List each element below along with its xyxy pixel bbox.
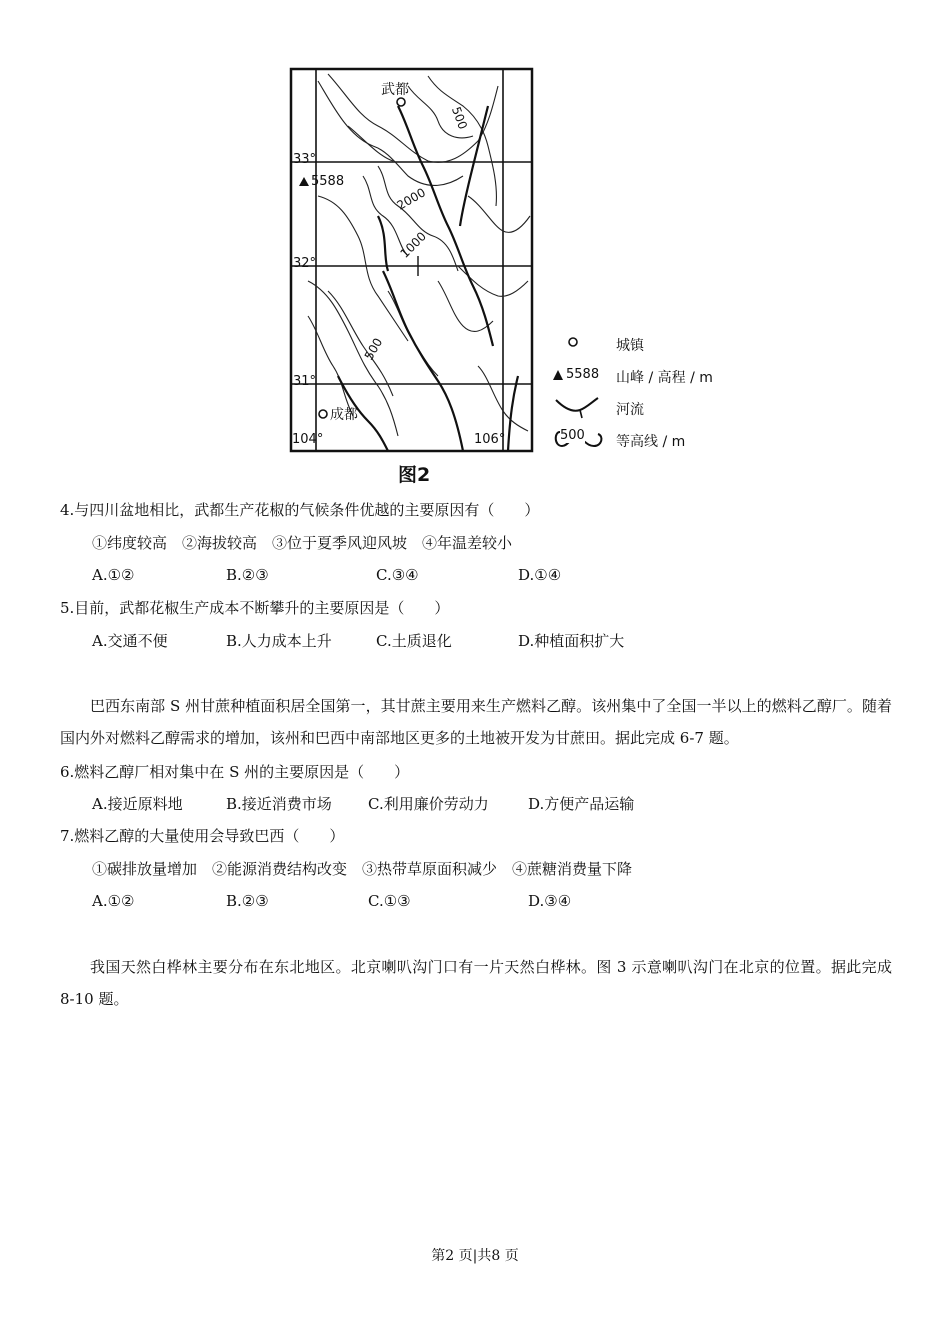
map-frame [291,69,532,451]
contour-label: 500 [361,335,386,363]
map-drawing [288,66,538,454]
contour-label: 500 [448,104,470,132]
town-chengdu-marker [319,410,327,418]
question-6-stem: 6.燃料乙醇厂相对集中在 S 州的主要原因是（ ） [60,763,410,781]
river-icon [552,396,608,420]
question-5-option-b: B.人力成本上升 [226,632,332,650]
question-6-option-d: D.方便产品运输 [528,795,635,813]
peak-label: 5588 [311,174,345,189]
lat-label-33: 33° [293,152,317,167]
contour-label: 2000 [394,185,429,213]
contour-label: 1000 [397,229,430,261]
legend-label: 城镇 [616,338,644,354]
passage-8-10: 我国天然白桦林主要分布在东北地区。北京喇叭沟门口有一片天然白桦林。图 3 示意喇叭沟门在北京的位置。据此完成 8-10 题。 [60,958,892,1008]
legend-item-contour [552,428,742,452]
question-4-stem: 4.与四川盆地相比，武都生产花椒的气候条件优越的主要原因有（ ） [60,501,540,519]
question-4-option-a: A.①② [92,566,135,584]
question-7-option-b: B.②③ [226,892,269,910]
triangle-icon [552,364,608,388]
question-4-option-b: B.②③ [226,566,269,584]
town-wudu-marker [397,98,405,106]
circle-icon [552,332,608,356]
page-footer: 第2 页|共8 页 [431,1248,519,1264]
lat-label-31: 31° [293,374,317,389]
question-5-option-d: D.种植面积扩大 [518,632,625,650]
question-5-option-c: C.土质退化 [376,632,452,650]
contour-icon [552,428,608,452]
town-label-wudu: 武都 [381,82,409,98]
legend-peak-value: 5588 [566,367,600,382]
legend-item-peak [552,364,742,388]
question-7-stem: 7.燃料乙醇的大量使用会导致巴西（ ） [60,827,345,845]
question-7-option-c: C.①③ [368,892,411,910]
passage-6-7: 巴西东南部 S 州甘蔗种植面积居全国第一，其甘蔗主要用来生产燃料乙醇。该州集中了全国一半以上的燃料乙醇厂。随着国内外对燃料乙醇需求的增加，该州和巴西中南部地区更多的土地被开发为甘蔗田。据此完成 6-7 题。 [60,697,892,747]
question-4-items: ①纬度较高 ②海拔较高 ③位于夏季风迎风坡 ④年温差较小 [92,534,513,552]
question-5-stem: 5.目前，武都花椒生产成本不断攀升的主要原因是（ ） [60,599,450,617]
legend-label: 山峰 / 高程 / m [616,370,713,386]
question-7-items: ①碳排放量增加 ②能源消费结构改变 ③热带草原面积减少 ④蔗糖消费量下降 [92,860,633,878]
question-7-option-d: D.③④ [528,892,572,910]
lon-label-106: 106° [474,432,506,447]
figure-caption: 图2 [398,464,431,486]
question-4-option-c: C.③④ [376,566,419,584]
legend-label: 河流 [616,402,644,418]
map-legend [552,332,742,452]
topographic-map [288,66,538,454]
town-label-chengdu: 成都 [330,407,358,423]
peak-marker [299,177,309,186]
question-7-option-a: A.①② [92,892,135,910]
question-6-option-a: A.接近原料地 [92,795,183,813]
legend-label: 等高线 / m [616,434,686,450]
lon-label-104: 104° [292,432,324,447]
question-4-option-d: D.①④ [518,566,562,584]
question-5-option-a: A.交通不便 [92,632,168,650]
legend-item-river [552,396,742,420]
legend-contour-value: 500 [560,428,585,443]
question-6-option-b: B.接近消费市场 [226,795,332,813]
question-6-option-c: C.利用廉价劳动力 [368,795,489,813]
legend-item-town [552,332,742,356]
lat-label-32: 32° [293,256,317,271]
